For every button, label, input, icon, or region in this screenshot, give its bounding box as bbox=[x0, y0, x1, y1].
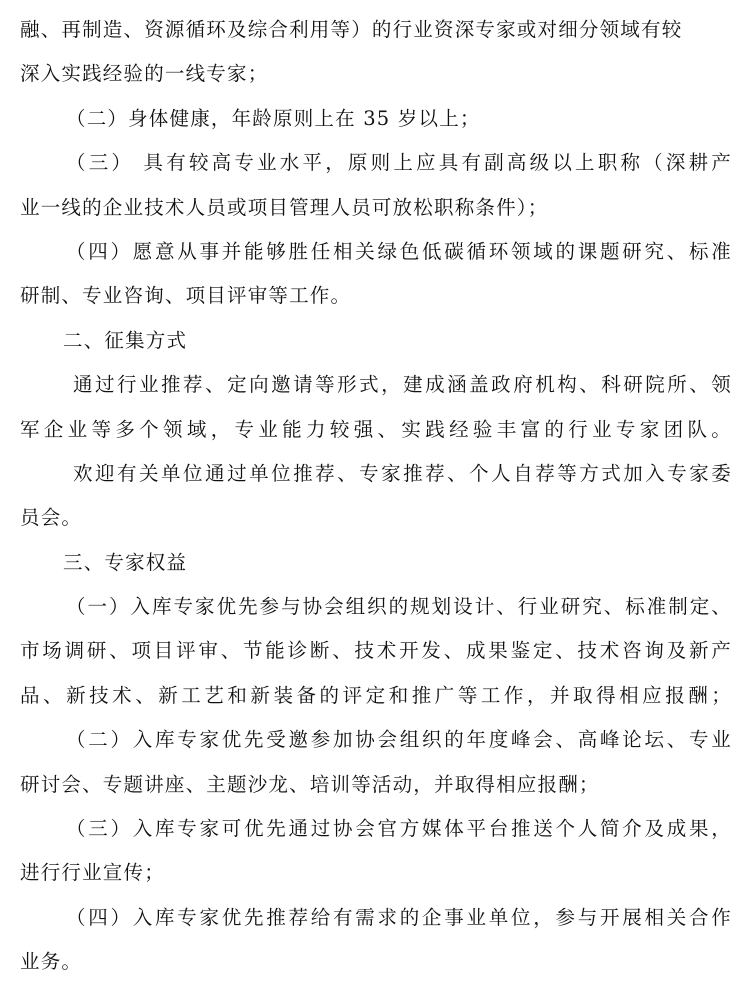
paragraph-line: （三）入库专家可优先通过协会官方媒体平台推送个人简介及成果， bbox=[66, 817, 732, 841]
paragraph-line: （二）入库专家优先受邀参加协会组织的年度峰会、高峰论坛、专业 bbox=[66, 728, 732, 752]
paragraph-line: 市场调研、项目评审、节能诊断、技术开发、成果鉴定、技术咨询及新产 bbox=[20, 639, 732, 663]
paragraph-line: 业务。 bbox=[20, 950, 83, 974]
paragraph-line: 员会。 bbox=[20, 506, 83, 530]
document-body bbox=[20, 8, 732, 985]
paragraph-line: （三） 具有较高专业水平，原则上应具有副高级以上职称（深耕产 bbox=[66, 151, 732, 175]
paragraph-line: 品、新技术、新工艺和新装备的评定和推广等工作，并取得相应报酬； bbox=[20, 683, 732, 707]
paragraph-line: （二）身体健康，年龄原则上在 35 岁以上； bbox=[66, 106, 481, 130]
section-heading: 二、征集方式 bbox=[63, 328, 188, 352]
section-heading: 三、专家权益 bbox=[63, 550, 188, 574]
paragraph-line: （一）入库专家优先参与协会组织的规划设计、行业研究、标准制定、 bbox=[66, 595, 732, 619]
paragraph-line: 通过行业推荐、定向邀请等形式，建成涵盖政府机构、科研院所、领 bbox=[73, 373, 732, 397]
paragraph-line: （四）愿意从事并能够胜任相关绿色低碳循环领域的课题研究、标准 bbox=[66, 239, 732, 263]
paragraph-line: 研制、专业咨询、项目评审等工作。 bbox=[20, 284, 352, 308]
paragraph-line: 深入实践经验的一线专家； bbox=[20, 62, 269, 86]
paragraph-line: 军企业等多个领域，专业能力较强、实践经验丰富的行业专家团队。 bbox=[20, 417, 732, 441]
paragraph-line: 进行行业宣传； bbox=[20, 861, 165, 885]
paragraph-line: 融、再制造、资源循环及综合利用等）的行业资深专家或对细分领域有较 bbox=[20, 18, 683, 41]
paragraph-line: 业一线的企业技术人员或项目管理人员可放松职称条件）； bbox=[20, 195, 549, 219]
paragraph-line: 研讨会、专题讲座、主题沙龙、培训等活动，并取得相应报酬； bbox=[20, 772, 600, 796]
paragraph-line: （四）入库专家优先推荐给有需求的企事业单位，参与开展相关合作 bbox=[66, 905, 732, 929]
paragraph-line: 欢迎有关单位通过单位推荐、专家推荐、个人自荐等方式加入专家委 bbox=[73, 461, 732, 485]
